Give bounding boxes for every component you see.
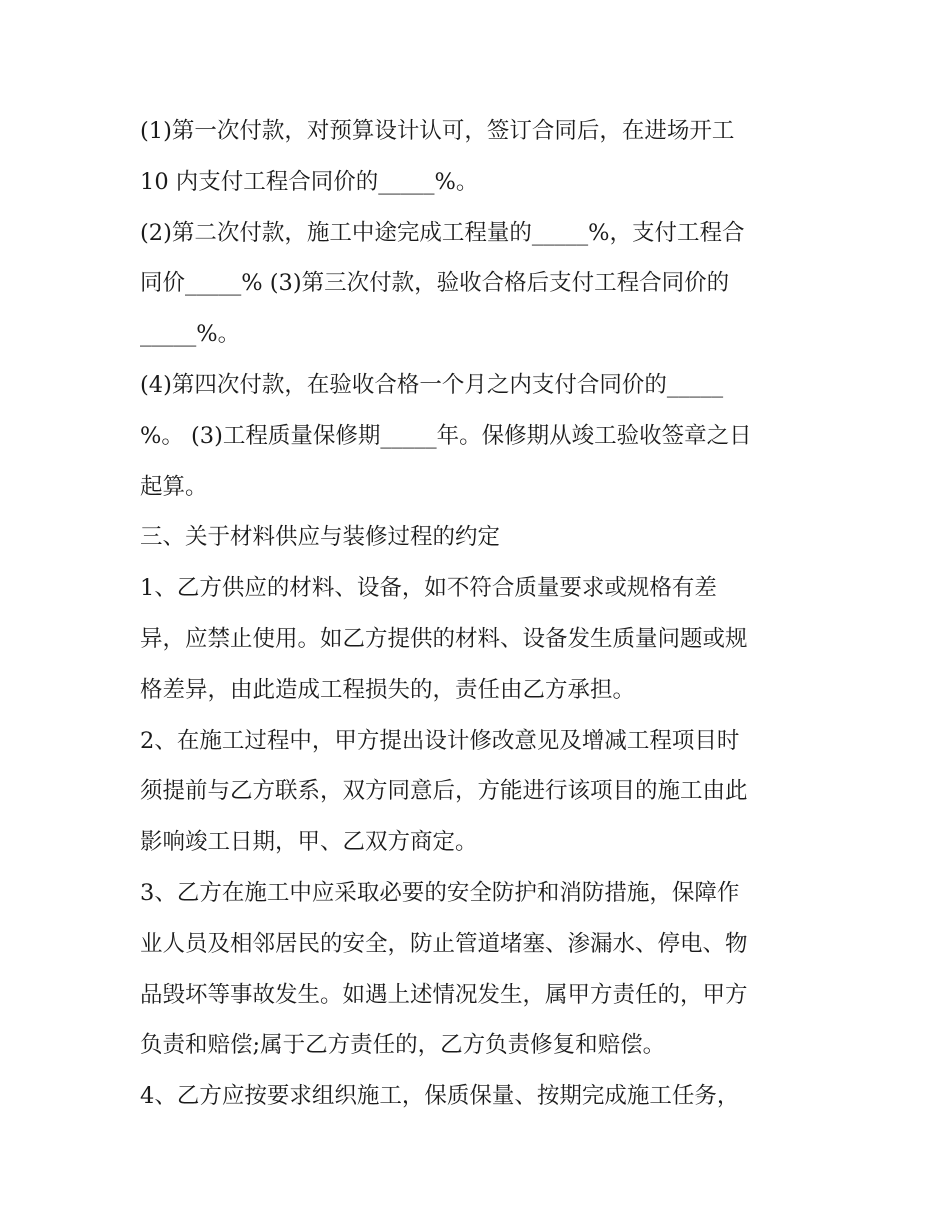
text-line: _____%。 <box>140 321 241 348</box>
text-line: 业人员及相邻居民的安全，防止管道堵塞、渗漏水、停电、物 <box>140 930 748 957</box>
text-line: 异，应禁止使用。如乙方提供的材料、设备发生质量问题或规 <box>140 625 748 652</box>
text-line: 负责和赔偿;属于乙方责任的，乙方负责修复和赔偿。 <box>140 1032 666 1059</box>
text-line: 10 内支付工程合同价的_____%。 <box>140 168 479 195</box>
text-line: 2、在施工过程中，甲方提出设计修改意见及增减工程项目时 <box>140 727 740 754</box>
text-line: 同价_____% (3)第三次付款，验收合格后支付工程合同价的 <box>140 270 730 297</box>
text-line: 须提前与乙方联系，双方同意后，方能进行该项目的施工由此 <box>140 778 748 805</box>
text-line: 品毁坏等事故发生。如遇上述情况发生，属甲方责任的，甲方 <box>140 981 748 1008</box>
text-line: 4、乙方应按要求组织施工，保质保量、按期完成施工任务， <box>140 1083 740 1110</box>
text-line: (4)第四次付款，在验收合格一个月之内支付合同价的_____ <box>140 371 724 398</box>
text-line: %。 (3)工程质量保修期_____年。保修期从竣工验收签章之日 <box>140 422 752 449</box>
text-line: (2)第二次付款，施工中途完成工程量的_____%，支付工程合 <box>140 219 745 246</box>
text-line: 起算。 <box>140 473 208 500</box>
section-heading: 三、关于材料供应与装修过程的约定 <box>140 524 501 551</box>
text-line: 3、乙方在施工中应采取必要的安全防护和消防措施，保障作 <box>140 879 740 906</box>
document-body <box>140 106 820 1122</box>
text-line: 格差异，由此造成工程损失的，责任由乙方承担。 <box>140 676 636 703</box>
text-line: 影响竣工日期，甲、乙双方商定。 <box>140 829 478 856</box>
text-line: (1)第一次付款，对预算设计认可，签订合同后，在进场开工 <box>140 118 735 144</box>
text-line: 1、乙方供应的材料、设备，如不符合质量要求或规格有差 <box>140 575 717 602</box>
